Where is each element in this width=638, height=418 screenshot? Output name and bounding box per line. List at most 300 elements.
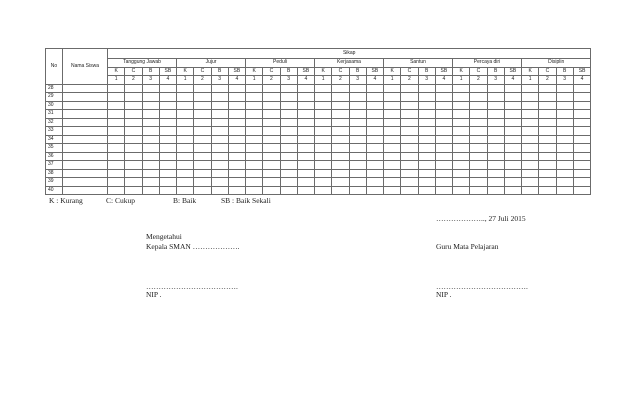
student-name-cell	[63, 135, 108, 144]
score-cell	[349, 127, 366, 136]
score-cell	[246, 178, 263, 187]
score-cell	[487, 186, 504, 195]
score-cell	[349, 186, 366, 195]
score-cell	[280, 186, 297, 195]
score-cell	[108, 144, 125, 153]
score-cell	[539, 169, 556, 178]
score-cell	[573, 118, 591, 127]
score-cell	[315, 110, 332, 119]
score-cell	[211, 178, 228, 187]
score-cell	[366, 169, 383, 178]
score-cell	[573, 101, 591, 110]
score-cell	[453, 169, 470, 178]
score-cell	[401, 161, 418, 170]
score-cell	[366, 152, 383, 161]
score-cell	[125, 152, 142, 161]
score-cell	[142, 135, 159, 144]
score-cell	[228, 169, 245, 178]
score-cell	[108, 101, 125, 110]
score-cell	[435, 84, 452, 93]
score-cell	[332, 127, 349, 136]
score-cell	[194, 93, 211, 102]
score-cell	[401, 178, 418, 187]
score-cell	[384, 118, 401, 127]
score-cell	[522, 135, 539, 144]
score-cell	[522, 144, 539, 153]
category-header: Jujur	[177, 59, 246, 68]
score-cell	[384, 178, 401, 187]
table-row	[46, 186, 591, 195]
score-cell	[159, 135, 176, 144]
score-cell	[504, 135, 521, 144]
score-cell	[487, 161, 504, 170]
score-cell	[211, 110, 228, 119]
score-cell	[573, 135, 591, 144]
score-cell	[332, 152, 349, 161]
score-cell	[228, 152, 245, 161]
score-cell	[401, 84, 418, 93]
score-cell	[263, 161, 280, 170]
score-cell	[573, 152, 591, 161]
grade-letter-header: C	[263, 67, 280, 76]
score-cell	[384, 186, 401, 195]
score-cell	[418, 118, 435, 127]
score-cell	[211, 101, 228, 110]
score-cell	[470, 84, 487, 93]
grade-letter-header: B	[142, 67, 159, 76]
score-cell	[435, 169, 452, 178]
grade-letter-header: C	[539, 67, 556, 76]
score-cell	[159, 84, 176, 93]
score-cell	[401, 127, 418, 136]
score-cell	[159, 118, 176, 127]
score-cell	[556, 84, 573, 93]
score-cell	[573, 110, 591, 119]
score-cell	[211, 186, 228, 195]
score-cell	[263, 135, 280, 144]
table-row	[46, 101, 591, 110]
score-cell	[125, 144, 142, 153]
sikap-group-header: Sikap	[108, 49, 591, 59]
row-number: 40	[46, 186, 63, 195]
score-cell	[522, 118, 539, 127]
grade-number-header: 4	[159, 76, 176, 85]
score-cell	[297, 101, 314, 110]
score-cell	[401, 135, 418, 144]
score-cell	[159, 144, 176, 153]
score-cell	[297, 161, 314, 170]
grade-number-header: 3	[556, 76, 573, 85]
grade-number-header: 3	[349, 76, 366, 85]
score-cell	[522, 161, 539, 170]
signature-mengetahui: Mengetahui	[146, 232, 182, 241]
score-cell	[539, 152, 556, 161]
score-cell	[297, 127, 314, 136]
score-cell	[332, 118, 349, 127]
student-name-cell	[63, 186, 108, 195]
score-cell	[332, 186, 349, 195]
score-cell	[470, 178, 487, 187]
nip-left: NIP .	[146, 290, 162, 299]
score-cell	[194, 127, 211, 136]
score-cell	[384, 127, 401, 136]
score-cell	[297, 93, 314, 102]
score-cell	[108, 186, 125, 195]
score-cell	[142, 144, 159, 153]
score-cell	[539, 178, 556, 187]
score-cell	[159, 101, 176, 110]
grade-letter-header: SB	[366, 67, 383, 76]
score-cell	[315, 169, 332, 178]
score-cell	[246, 118, 263, 127]
score-cell	[194, 110, 211, 119]
score-cell	[159, 186, 176, 195]
score-cell	[539, 135, 556, 144]
category-header: Peduli	[246, 59, 315, 68]
score-cell	[401, 186, 418, 195]
score-cell	[297, 118, 314, 127]
student-name-cell	[63, 144, 108, 153]
score-cell	[435, 161, 452, 170]
score-cell	[159, 169, 176, 178]
student-name-cell	[63, 110, 108, 119]
score-cell	[194, 144, 211, 153]
row-number: 35	[46, 144, 63, 153]
table-row	[46, 110, 591, 119]
student-name-cell	[63, 127, 108, 136]
grade-number-header: 1	[384, 76, 401, 85]
score-cell	[177, 93, 194, 102]
score-cell	[453, 93, 470, 102]
score-cell	[142, 152, 159, 161]
score-cell	[280, 93, 297, 102]
grade-number-header: 4	[297, 76, 314, 85]
score-cell	[539, 118, 556, 127]
row-number: 36	[46, 152, 63, 161]
score-cell	[418, 110, 435, 119]
table-row	[46, 84, 591, 93]
score-cell	[573, 127, 591, 136]
score-cell	[177, 127, 194, 136]
grade-letter-header: K	[522, 67, 539, 76]
score-cell	[194, 186, 211, 195]
no-column-header: No	[46, 49, 63, 85]
row-number: 31	[46, 110, 63, 119]
score-cell	[332, 93, 349, 102]
score-cell	[349, 152, 366, 161]
row-number: 30	[46, 101, 63, 110]
grade-number-header: 2	[125, 76, 142, 85]
score-cell	[556, 110, 573, 119]
row-number: 34	[46, 135, 63, 144]
score-cell	[504, 152, 521, 161]
table-row	[46, 152, 591, 161]
score-cell	[401, 101, 418, 110]
score-cell	[315, 178, 332, 187]
score-cell	[504, 169, 521, 178]
score-cell	[177, 84, 194, 93]
score-cell	[504, 144, 521, 153]
score-cell	[349, 144, 366, 153]
score-cell	[108, 110, 125, 119]
attitude-assessment-table	[45, 48, 591, 195]
score-cell	[246, 161, 263, 170]
score-cell	[125, 178, 142, 187]
legend-baik: B: Baik	[173, 196, 197, 205]
student-name-cell	[63, 161, 108, 170]
score-cell	[177, 178, 194, 187]
score-cell	[504, 93, 521, 102]
score-cell	[573, 144, 591, 153]
score-cell	[349, 93, 366, 102]
score-cell	[453, 152, 470, 161]
category-header: Tanggung Jawab	[108, 59, 177, 68]
signature-line-right: ……………………………….	[436, 282, 528, 291]
score-cell	[435, 101, 452, 110]
score-cell	[504, 161, 521, 170]
score-cell	[280, 118, 297, 127]
score-cell	[263, 169, 280, 178]
score-cell	[263, 152, 280, 161]
score-cell	[487, 93, 504, 102]
score-cell	[280, 144, 297, 153]
score-cell	[556, 135, 573, 144]
score-cell	[280, 178, 297, 187]
score-cell	[573, 84, 591, 93]
score-cell	[194, 161, 211, 170]
score-cell	[280, 169, 297, 178]
table-row	[46, 169, 591, 178]
score-cell	[418, 84, 435, 93]
score-cell	[315, 127, 332, 136]
score-cell	[142, 178, 159, 187]
score-cell	[246, 169, 263, 178]
score-cell	[177, 161, 194, 170]
score-cell	[228, 110, 245, 119]
score-cell	[246, 84, 263, 93]
grade-number-header: 1	[453, 76, 470, 85]
score-cell	[435, 144, 452, 153]
score-cell	[142, 84, 159, 93]
score-cell	[177, 101, 194, 110]
score-cell	[297, 135, 314, 144]
score-cell	[194, 169, 211, 178]
score-cell	[435, 110, 452, 119]
table-row	[46, 161, 591, 170]
score-cell	[366, 161, 383, 170]
score-cell	[177, 110, 194, 119]
score-cell	[263, 93, 280, 102]
score-cell	[177, 152, 194, 161]
score-cell	[573, 186, 591, 195]
table-row	[46, 144, 591, 153]
grade-number-header: 3	[418, 76, 435, 85]
score-cell	[539, 110, 556, 119]
score-cell	[263, 84, 280, 93]
score-cell	[487, 169, 504, 178]
score-cell	[332, 144, 349, 153]
score-cell	[453, 144, 470, 153]
score-cell	[142, 93, 159, 102]
grade-letter-header: K	[315, 67, 332, 76]
score-cell	[297, 152, 314, 161]
grade-number-header: 4	[504, 76, 521, 85]
score-cell	[297, 144, 314, 153]
score-cell	[504, 186, 521, 195]
score-cell	[573, 161, 591, 170]
score-cell	[108, 93, 125, 102]
score-cell	[159, 178, 176, 187]
score-cell	[211, 127, 228, 136]
grade-letter-header: C	[125, 67, 142, 76]
score-cell	[194, 101, 211, 110]
score-cell	[470, 144, 487, 153]
score-cell	[453, 127, 470, 136]
score-cell	[366, 144, 383, 153]
score-cell	[573, 178, 591, 187]
score-cell	[573, 169, 591, 178]
score-cell	[211, 93, 228, 102]
score-cell	[228, 178, 245, 187]
score-cell	[401, 110, 418, 119]
grade-number-header: 3	[280, 76, 297, 85]
grade-number-header: 2	[539, 76, 556, 85]
score-cell	[366, 178, 383, 187]
score-cell	[228, 101, 245, 110]
score-cell	[211, 84, 228, 93]
score-cell	[453, 161, 470, 170]
score-cell	[435, 186, 452, 195]
grade-letter-header: K	[177, 67, 194, 76]
score-cell	[228, 93, 245, 102]
signature-date: ……………….., 27 Juli 2015	[436, 214, 526, 223]
score-cell	[556, 161, 573, 170]
grade-number-header: 3	[142, 76, 159, 85]
score-cell	[297, 178, 314, 187]
score-cell	[384, 144, 401, 153]
grade-number-header: 3	[211, 76, 228, 85]
score-cell	[435, 135, 452, 144]
student-name-cell	[63, 101, 108, 110]
score-cell	[487, 101, 504, 110]
score-cell	[556, 101, 573, 110]
score-cell	[470, 118, 487, 127]
nip-right: NIP .	[436, 290, 452, 299]
grade-number-header: 4	[573, 76, 591, 85]
score-cell	[159, 127, 176, 136]
grade-number-header: 2	[263, 76, 280, 85]
score-cell	[435, 178, 452, 187]
score-cell	[522, 152, 539, 161]
category-header: Santun	[384, 59, 453, 68]
score-cell	[280, 152, 297, 161]
score-cell	[263, 110, 280, 119]
grade-number-header: 3	[487, 76, 504, 85]
score-cell	[228, 161, 245, 170]
score-cell	[246, 101, 263, 110]
score-cell	[315, 101, 332, 110]
score-cell	[366, 118, 383, 127]
score-cell	[522, 110, 539, 119]
score-cell	[142, 118, 159, 127]
score-cell	[142, 110, 159, 119]
score-cell	[315, 161, 332, 170]
table-row	[46, 127, 591, 136]
student-name-cell	[63, 93, 108, 102]
score-cell	[384, 152, 401, 161]
score-cell	[573, 93, 591, 102]
row-number: 39	[46, 178, 63, 187]
score-cell	[211, 144, 228, 153]
score-cell	[384, 110, 401, 119]
signature-line-left: ……………………………….	[146, 282, 238, 291]
score-cell	[297, 84, 314, 93]
row-number: 28	[46, 84, 63, 93]
score-cell	[366, 101, 383, 110]
grade-number-header: 4	[228, 76, 245, 85]
score-cell	[297, 110, 314, 119]
grade-letter-header: B	[211, 67, 228, 76]
score-cell	[142, 127, 159, 136]
score-cell	[384, 84, 401, 93]
score-cell	[470, 152, 487, 161]
score-cell	[453, 178, 470, 187]
score-cell	[556, 152, 573, 161]
score-cell	[297, 186, 314, 195]
score-cell	[487, 152, 504, 161]
score-cell	[108, 169, 125, 178]
score-cell	[401, 152, 418, 161]
score-cell	[228, 118, 245, 127]
score-cell	[435, 93, 452, 102]
score-cell	[108, 178, 125, 187]
score-cell	[418, 144, 435, 153]
score-cell	[435, 127, 452, 136]
grade-letter-header: C	[332, 67, 349, 76]
score-cell	[246, 110, 263, 119]
score-cell	[556, 118, 573, 127]
score-cell	[280, 161, 297, 170]
score-cell	[315, 186, 332, 195]
score-cell	[349, 101, 366, 110]
score-cell	[125, 169, 142, 178]
score-cell	[487, 84, 504, 93]
score-cell	[332, 135, 349, 144]
grade-number-header: 2	[401, 76, 418, 85]
score-cell	[332, 178, 349, 187]
score-cell	[504, 84, 521, 93]
score-cell	[435, 118, 452, 127]
score-cell	[125, 93, 142, 102]
score-cell	[280, 127, 297, 136]
score-cell	[470, 101, 487, 110]
score-cell	[211, 161, 228, 170]
table-row	[46, 135, 591, 144]
score-cell	[228, 135, 245, 144]
score-cell	[211, 169, 228, 178]
score-cell	[435, 152, 452, 161]
score-cell	[487, 178, 504, 187]
score-cell	[125, 101, 142, 110]
score-cell	[125, 110, 142, 119]
score-cell	[349, 84, 366, 93]
score-cell	[194, 118, 211, 127]
grade-letter-header: SB	[228, 67, 245, 76]
score-cell	[142, 186, 159, 195]
score-cell	[108, 135, 125, 144]
score-cell	[401, 93, 418, 102]
score-cell	[211, 135, 228, 144]
